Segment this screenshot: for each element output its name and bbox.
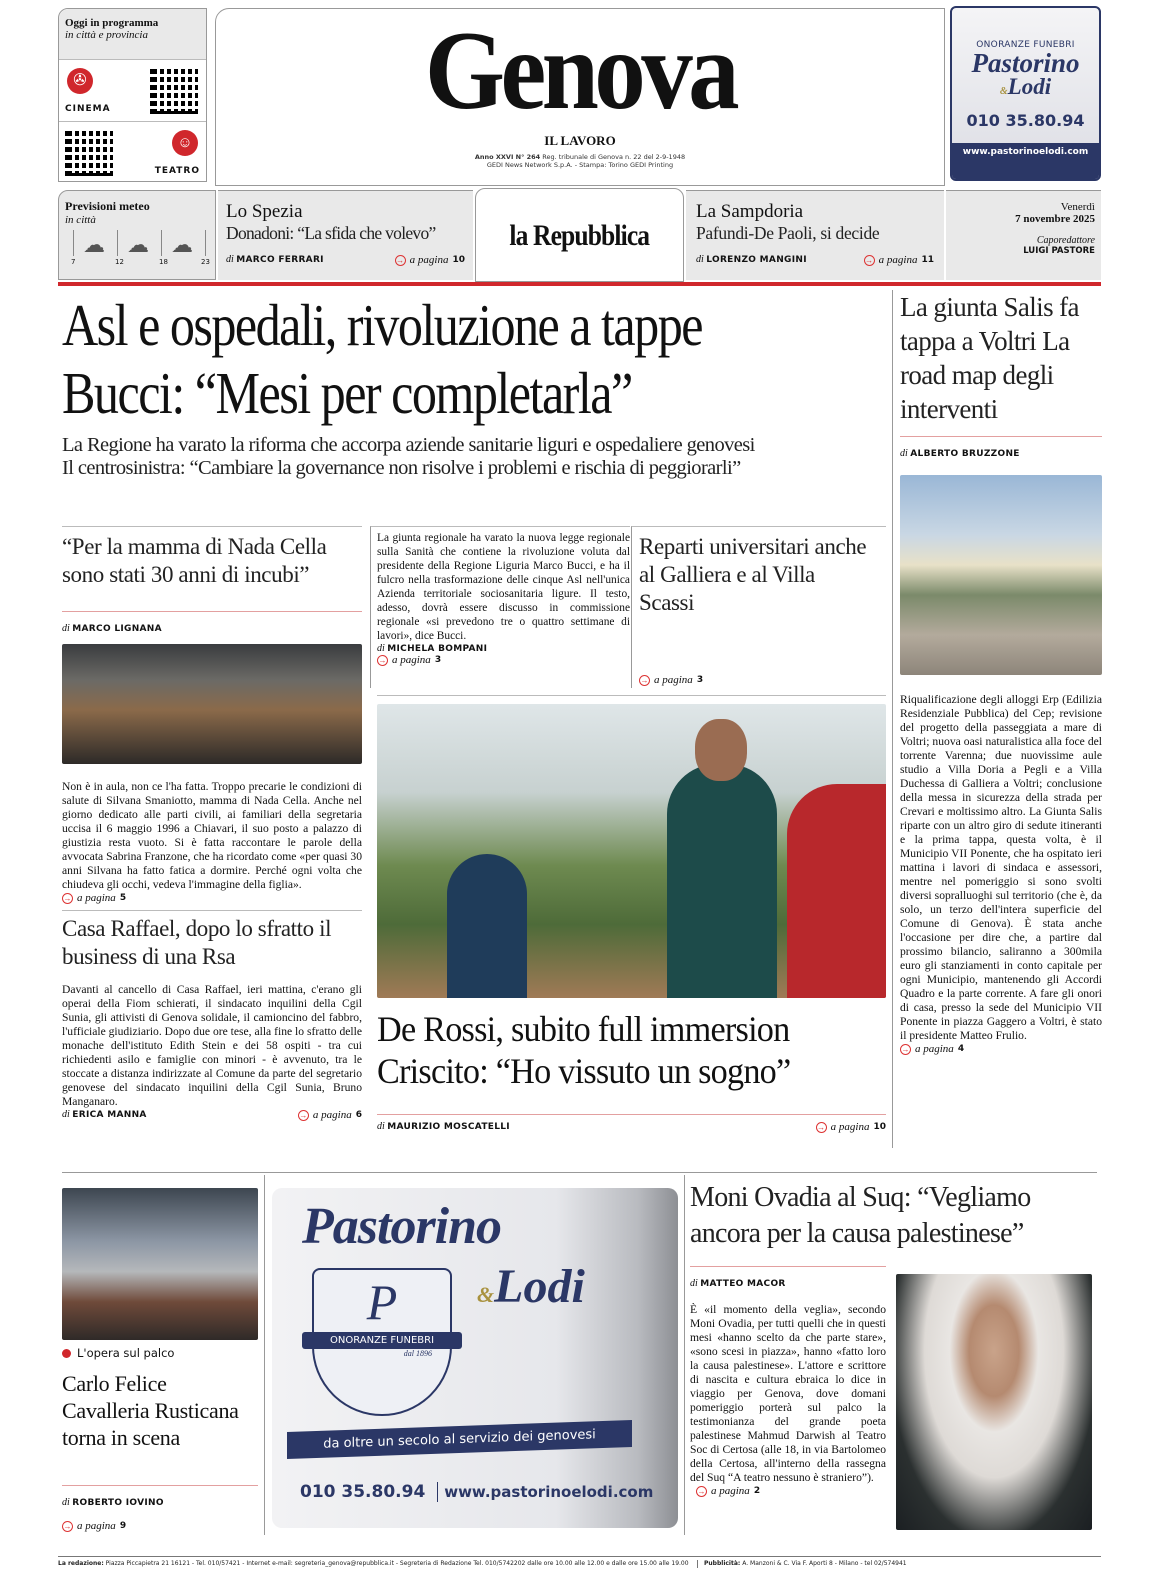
ad-since: dal 1896 [403,1349,432,1358]
byline-prefix: di [696,254,704,265]
article-title: Carlo Felice Cavalleria Rusticana torna in scena [62,1371,239,1450]
courtroom-photo [62,644,362,764]
hour-label: 12 [115,258,124,266]
page-ref[interactable] [690,1485,886,1497]
cloud-icon: ☁ [127,232,149,257]
main-headline[interactable] [62,290,884,480]
ad-phone: 010 35.80.94 [300,1482,426,1502]
cloud-icon: ☁ [83,232,105,257]
masthead-sub: IL LAVORO [544,133,616,148]
arrow-icon: → [901,1044,910,1054]
byline-author: ERICA MANNA [72,1110,147,1120]
article-body: È «il momento della veglia», secondo Moni Ovadia, per tutti quelli che in questi mesi «hanno scelto da che parte stare», «sono scesi in piazza», hanno «fatto loro la causa palestinese». L'attore e scrittore di nascita e cultura ebraica lo dice in viaggio per Genova, dove domani pomeriggio porterà sul palco la testimonianza del grande poeta palestinese Mahmud Darwish al Teatro Soc di Certosa (alle 18, in via Bartolomeo della Certosa, all'interno della rassegna del Suq “A teatro nessuno è straniero”). [690,1303,886,1484]
page-number: 6 [355,1110,362,1120]
byline-prefix: di [900,448,908,459]
page-ref-label: a pagina [830,1121,870,1133]
article-title: Reparti universitari anche al Galliera e al Villa Scassi [639,534,867,615]
ad-brand1: Pastorino [971,48,1080,78]
footer-label: Pubblicità: [704,1560,741,1567]
byline-prefix: di [226,254,234,265]
pastorino-ad[interactable] [272,1188,678,1528]
salis-article[interactable] [892,290,1102,1148]
page-ref-label: a pagina [392,654,431,666]
page-number: 11 [921,255,934,265]
bottom-divider [62,1172,1097,1173]
byline-prefix: di [62,623,70,634]
issue-date: 7 novembre 2025 [1015,213,1095,225]
reparti-article[interactable] [631,526,886,688]
programma-title: Oggi in programma [65,17,159,29]
ad-phone: 010 35.80.94 [966,111,1085,130]
arrow-icon: → [63,893,72,903]
edition-number: Anno XXVI N° 264 [474,153,541,161]
left-column [62,526,362,1121]
page-ref-label: a pagina [915,1043,954,1055]
headline-line2: Bucci: “Mesi per completarla” [62,360,632,426]
registration: Reg. tribunale di Genova n. 22 del 2-9-1948 [542,153,686,161]
page-number: 10 [452,255,465,265]
teatro-icon: ☺ [172,130,198,156]
ad-amp: & [999,86,1008,97]
arrow-icon: → [299,1110,308,1120]
page-ref[interactable] [377,654,630,666]
meteo-box [58,190,216,280]
page-ref[interactable] [900,1043,1102,1055]
cella-article[interactable] [62,526,362,904]
ad-brand1: Pastorino [302,1198,502,1255]
teaser-kicker: La Sampdoria [696,201,804,222]
cinema-qr [150,66,198,114]
teaser-title: Donadoni: “La sfida che volevo” [226,223,436,243]
headline-line2: Criscito: “Ho vissuto un sogno” [377,1051,791,1091]
column-divider [264,1175,265,1535]
article-body: Riqualificazione degli alloggi Erp (Edilizia Residenziale Pubblica) del Cep; revisione del progetto della passeggiata a mare di Voltri; nuova oasi naturalistica alla foce del torrente Varenna; due nuovissime aule studio a Villa Doria a Pegli e a Villa Duchessa di Galliera a Voltri; conclusione della messa in sicurezza della strada per Crevari e moltissimo altro. La Giunta Salis riparte con un altro giro di sedute itineranti e la prima tappa, questa volta, è il Municipio VII Ponente, che ha ospitato ieri mattina i lavori di sindaca e assessori, mentre nel pomeriggio si sono svolti diversi sopralluoghi sul territorio (che è, da solo, un terzo dell'intera superficie del Comune di Genova). È stata anche l'occasione per dire che, a partire dal prossimo bilancio, saliranno a 300mila euro gli stanziamenti in conto capitale per ogni Municipio, mantenendo gli Accordi Quadro e la parte corrente. A fare gli onori di casa, presso la sede del Municipio VII Ponente in piazza Gaggero a Voltri, è stato il presidente Matteo Frulio. [900,693,1102,1042]
column-divider [684,1175,685,1535]
ovadia-article[interactable] [690,1180,1098,1530]
genoa-training-photo [377,704,886,998]
byline-prefix: di [377,643,385,654]
headline-line1: De Rossi, subito full immersion [377,1009,790,1049]
bullet-icon [62,1349,71,1358]
page-ref[interactable] [816,1121,886,1133]
footer-label: La redazione: [58,1560,104,1567]
felice-article[interactable] [62,1188,258,1532]
subhead-line1: La Regione ha varato la riforma che accorpa aziende sanitarie liguri e ospedaliere genovesi [62,434,755,456]
voltri-visit-photo [900,475,1102,675]
date-box [946,190,1101,280]
page-ref-label: a pagina [312,1109,352,1121]
repubblica-title: la Repubblica [509,219,650,252]
raffael-article[interactable] [62,910,362,1121]
byline-author: LORENZO MANGINI [706,255,807,265]
arrow-icon: → [63,1521,72,1531]
page-ref[interactable] [395,254,465,266]
subhead-line2: Il centrosinistra: “Cambiare la governance non risolve i problemi e rischia di peggiorarli” [62,457,741,479]
page-ref-label: a pagina [409,254,449,266]
page-number: 3 [434,655,442,665]
page-ref-label: a pagina [711,1485,750,1497]
publisher: GEDI News Network S.p.A. - Stampa: Torino GEDI Printing [486,161,674,169]
teaser-spezia[interactable] [218,190,473,280]
teaser-kicker: Lo Spezia [226,201,303,222]
hour-label: 7 [71,258,76,266]
teaser-sampdoria[interactable] [686,190,944,280]
page-number: 9 [119,1521,127,1531]
page-number: 5 [119,893,127,903]
page-ref-label: a pagina [654,674,693,686]
ad-brand2: Lodi [1007,74,1052,99]
editor-name: LUIGI PASTORE [1023,246,1095,256]
ad-kicker: ONORANZE FUNEBRI [976,40,1075,50]
article-title: “Per la mamma di Nada Cella sono stati 30 anni di incubi” [62,534,327,587]
ovadia-portrait [896,1274,1092,1530]
teatro-qr [65,128,113,176]
byline-prefix: di [62,1109,70,1120]
page-number: 3 [696,675,704,685]
main-article[interactable] [370,526,630,688]
byline-author: ROBERTO IOVINO [72,1498,164,1508]
arrow-icon: → [697,1486,706,1496]
teaser-title: Pafundi-De Paoli, si decide [696,223,880,243]
ad-amp: & [477,1282,495,1307]
ad-tagline: da oltre un secolo al servizio dei genovesi [287,1420,632,1459]
page-ref[interactable] [639,674,703,686]
page-ref[interactable] [298,1109,362,1121]
red-divider [58,282,1101,286]
article-body: La giunta regionale ha varato la nuova legge regionale sulla Sanità che contiene la rivoluzione voluta dal presidente della Regione Liguria Marco Bucci, e ha il fulcro nella trasformazione delle cinque Asl nell'unica Azienda territoriale sociosanitaria ligure. Il testo, adesso, dovrà essere discusso in commissione regionale «si prevedono tre o quattro settimane di lavori», dice Bucci. [377,532,630,642]
ad-url[interactable]: www.pastorinoelodi.com [952,143,1099,179]
cinema-link[interactable]: CINEMA [65,104,111,114]
meteo-title: Previsioni meteo [65,199,150,213]
article-kicker: L'opera sul palco [77,1346,175,1360]
hour-label: 23 [201,258,210,266]
byline-author: ALBERTO BRUZZONE [910,449,1020,459]
page-ref[interactable] [62,892,362,904]
editor-role: Caporedattore [1036,235,1095,246]
page-number: 4 [957,1044,965,1054]
page-ref-label: a pagina [878,254,918,266]
programma-subtitle: in città e provincia [65,29,148,41]
page-number: 10 [873,1122,886,1132]
page-ref-label: a pagina [77,892,116,904]
ad-url[interactable]: www.pastorinoelodi.com [444,1483,654,1501]
byline-prefix: di [690,1278,698,1289]
masthead-title: Genova [424,9,736,133]
ad-seal: P ONORANZE FUNEBRI dal 1896 [312,1268,452,1416]
arrow-icon: → [378,655,387,665]
arrow-icon: → [640,675,649,685]
byline-author: MARCO FERRARI [236,255,324,265]
opera-photo [62,1188,258,1340]
teatro-link[interactable]: TEATRO [154,166,200,176]
byline-author: MAURIZIO MOSCATELLI [387,1122,510,1132]
cloud-icon: ☁ [171,232,193,257]
hour-label: 18 [159,258,168,266]
programma-box [58,8,207,182]
article-title: Casa Raffael, dopo lo sfratto il business di una Rsa [62,916,332,969]
article-title: Moni Ovadia al Suq: “Vegliamo ancora per la causa palestinese” [690,1182,1031,1249]
masthead [215,8,945,186]
article-body: Davanti al cancello di Casa Raffael, ieri mattina, c'erano gli operai della Fiom schierati, il sindacato inquilini della Cgil Sunia, gli attivisti di Genova solidale, il camioncino del fabbro, l'ufficiale giudiziario. Dopo due ore tese, alla fine lo sfratto delle monache dell'istituto Edith Stein e dei 58 ospiti - tra cui richiedenti asilo e famiglie con minori - è avvenuto, tra le stoccate a distanza indirizzate al Comune da parte del segretario genovese del sindacato inquilini della Cgil Sunia, Bruno Manganaro. [62,983,362,1108]
page-ref-label: a pagina [77,1520,116,1532]
footer-pubblicita: A. Manzoni & C. Via F. Aporti 8 - Milano - tel 02/574941 [742,1560,907,1567]
arrow-icon: → [817,1122,826,1132]
arrow-icon: → [865,255,874,265]
derossi-article[interactable] [377,695,886,1137]
weekday: Venerdì [1060,201,1095,213]
page-ref[interactable] [62,1520,258,1532]
meteo-subtitle: in città [65,214,96,226]
headline-line1: Asl e ospedali, rivoluzione a tappe [62,292,702,358]
page-number: 2 [753,1486,761,1496]
footer [58,1556,1101,1568]
page-ref[interactable] [864,254,934,266]
cinema-icon: ✇ [67,68,93,94]
arrow-icon: → [396,255,405,265]
byline-prefix: di [377,1121,385,1132]
byline-author: MARCO LIGNANA [72,624,162,634]
ad-seal-text: ONORANZE FUNEBRI [302,1332,462,1349]
ad-brand2: Lodi [494,1260,585,1313]
byline-author: MICHELA BOMPANI [387,644,488,654]
footer-redazione: Piazza Piccapietra 21 16121 - Tel. 010/57421 - Internet e-mail: segreteria_genova@repubblica.it - Segreteria di Redazione Tel. 010/5742202 dalle ore 10.00 alle 12.00 e dalle ore 15.00 alle 19.00 [105,1560,689,1567]
top-ad[interactable] [950,6,1101,181]
byline-prefix: di [62,1497,70,1508]
repubblica-logo [475,188,684,282]
byline-author: MATTEO MACOR [700,1279,786,1289]
article-title: La giunta Salis fa tappa a Voltri La road map degli interventi [900,292,1079,424]
article-body: Non è in aula, non ce l'ha fatta. Troppo precarie le condizioni di salute di Silvana Smaniotto, mamma di Nada Cella. Anche nel giorno dedicato alle parti civili, ai familiari della segretaria uccisa il 6 maggio 1996 a Chiavari, il suo posto a palazzo di giustizia resta vuoto. Si è fatta raccontare le parole della avvocata Sabrina Franzone, che ha ricordato come «per quasi 30 anni Silvana ha fatto fatica a dormire. Perché ogni volta che chiudeva gli occhi, vedeva l'immagine della figlia». [62,780,362,891]
